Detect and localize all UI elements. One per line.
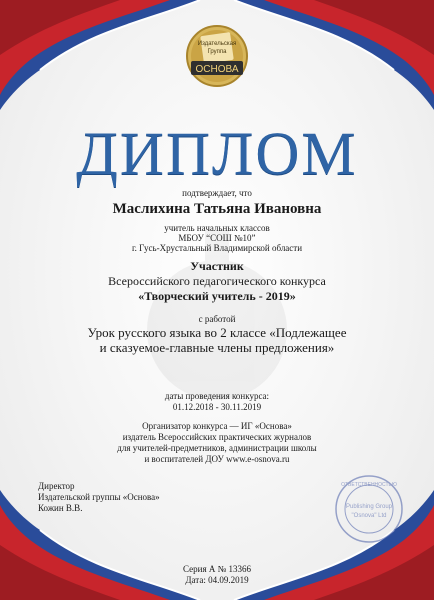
signature-title: Директор (38, 481, 75, 491)
issue-date: Дата: 04.09.2019 (185, 575, 249, 585)
work-intro: с работой (198, 314, 236, 324)
publisher-logo (177, 25, 257, 87)
dates-label: даты проведения конкурса: (164, 391, 270, 401)
award-status: Участник (190, 259, 244, 273)
recipient-position: учитель начальных классов (164, 223, 270, 233)
stamp-inner-text: "Osnova" Ltd (351, 513, 387, 519)
logo-line2: Группа (207, 49, 227, 55)
logo-brand: ОСНОВА (195, 64, 239, 75)
work-title-line2: и сказуемое-главные члены предложения» (99, 340, 335, 355)
organizer-line2: издатель Всероссийских практических журналов (122, 432, 312, 442)
seal-stamp (334, 474, 404, 544)
organizer-line4: и воспитателей ДОУ www.e-osnova.ru (144, 454, 290, 464)
stamp-outer-text: ОТВЕТСТВЕННОСТЬЮ (341, 482, 397, 488)
confirms-text: подтверждает, что (182, 188, 252, 198)
dates-value: 01.12.2018 - 30.11.2019 (172, 402, 262, 412)
contest-name: «Творческий учитель - 2019» (138, 289, 296, 303)
recipient-city: г. Гусь-Хрустальный Владимирской области (131, 243, 303, 253)
series-number: Серия А № 13366 (183, 564, 251, 574)
signature-org: Издательской группы «Основа» (38, 492, 160, 502)
recipient-name: Маслихина Татьяна Ивановна (112, 201, 322, 217)
signature-name: Кожин В.В. (38, 503, 83, 513)
diploma-title: ДИПЛОМ (76, 121, 358, 188)
contest-line: Всероссийского педагогического конкурса (108, 274, 326, 288)
logo-line1: Издательская (197, 41, 237, 47)
work-title-line1: Урок русского языка во 2 классе «Подлежащее (87, 325, 347, 340)
organizer-line3: для учителей-предметников, администрации школы (117, 443, 317, 453)
stamp-middle-text: Publishing Group (345, 504, 393, 510)
recipient-school: МБОУ “СОШ №10” (178, 233, 256, 243)
organizer-line1: Организатор конкурса — ИГ «Основа» (142, 421, 292, 431)
